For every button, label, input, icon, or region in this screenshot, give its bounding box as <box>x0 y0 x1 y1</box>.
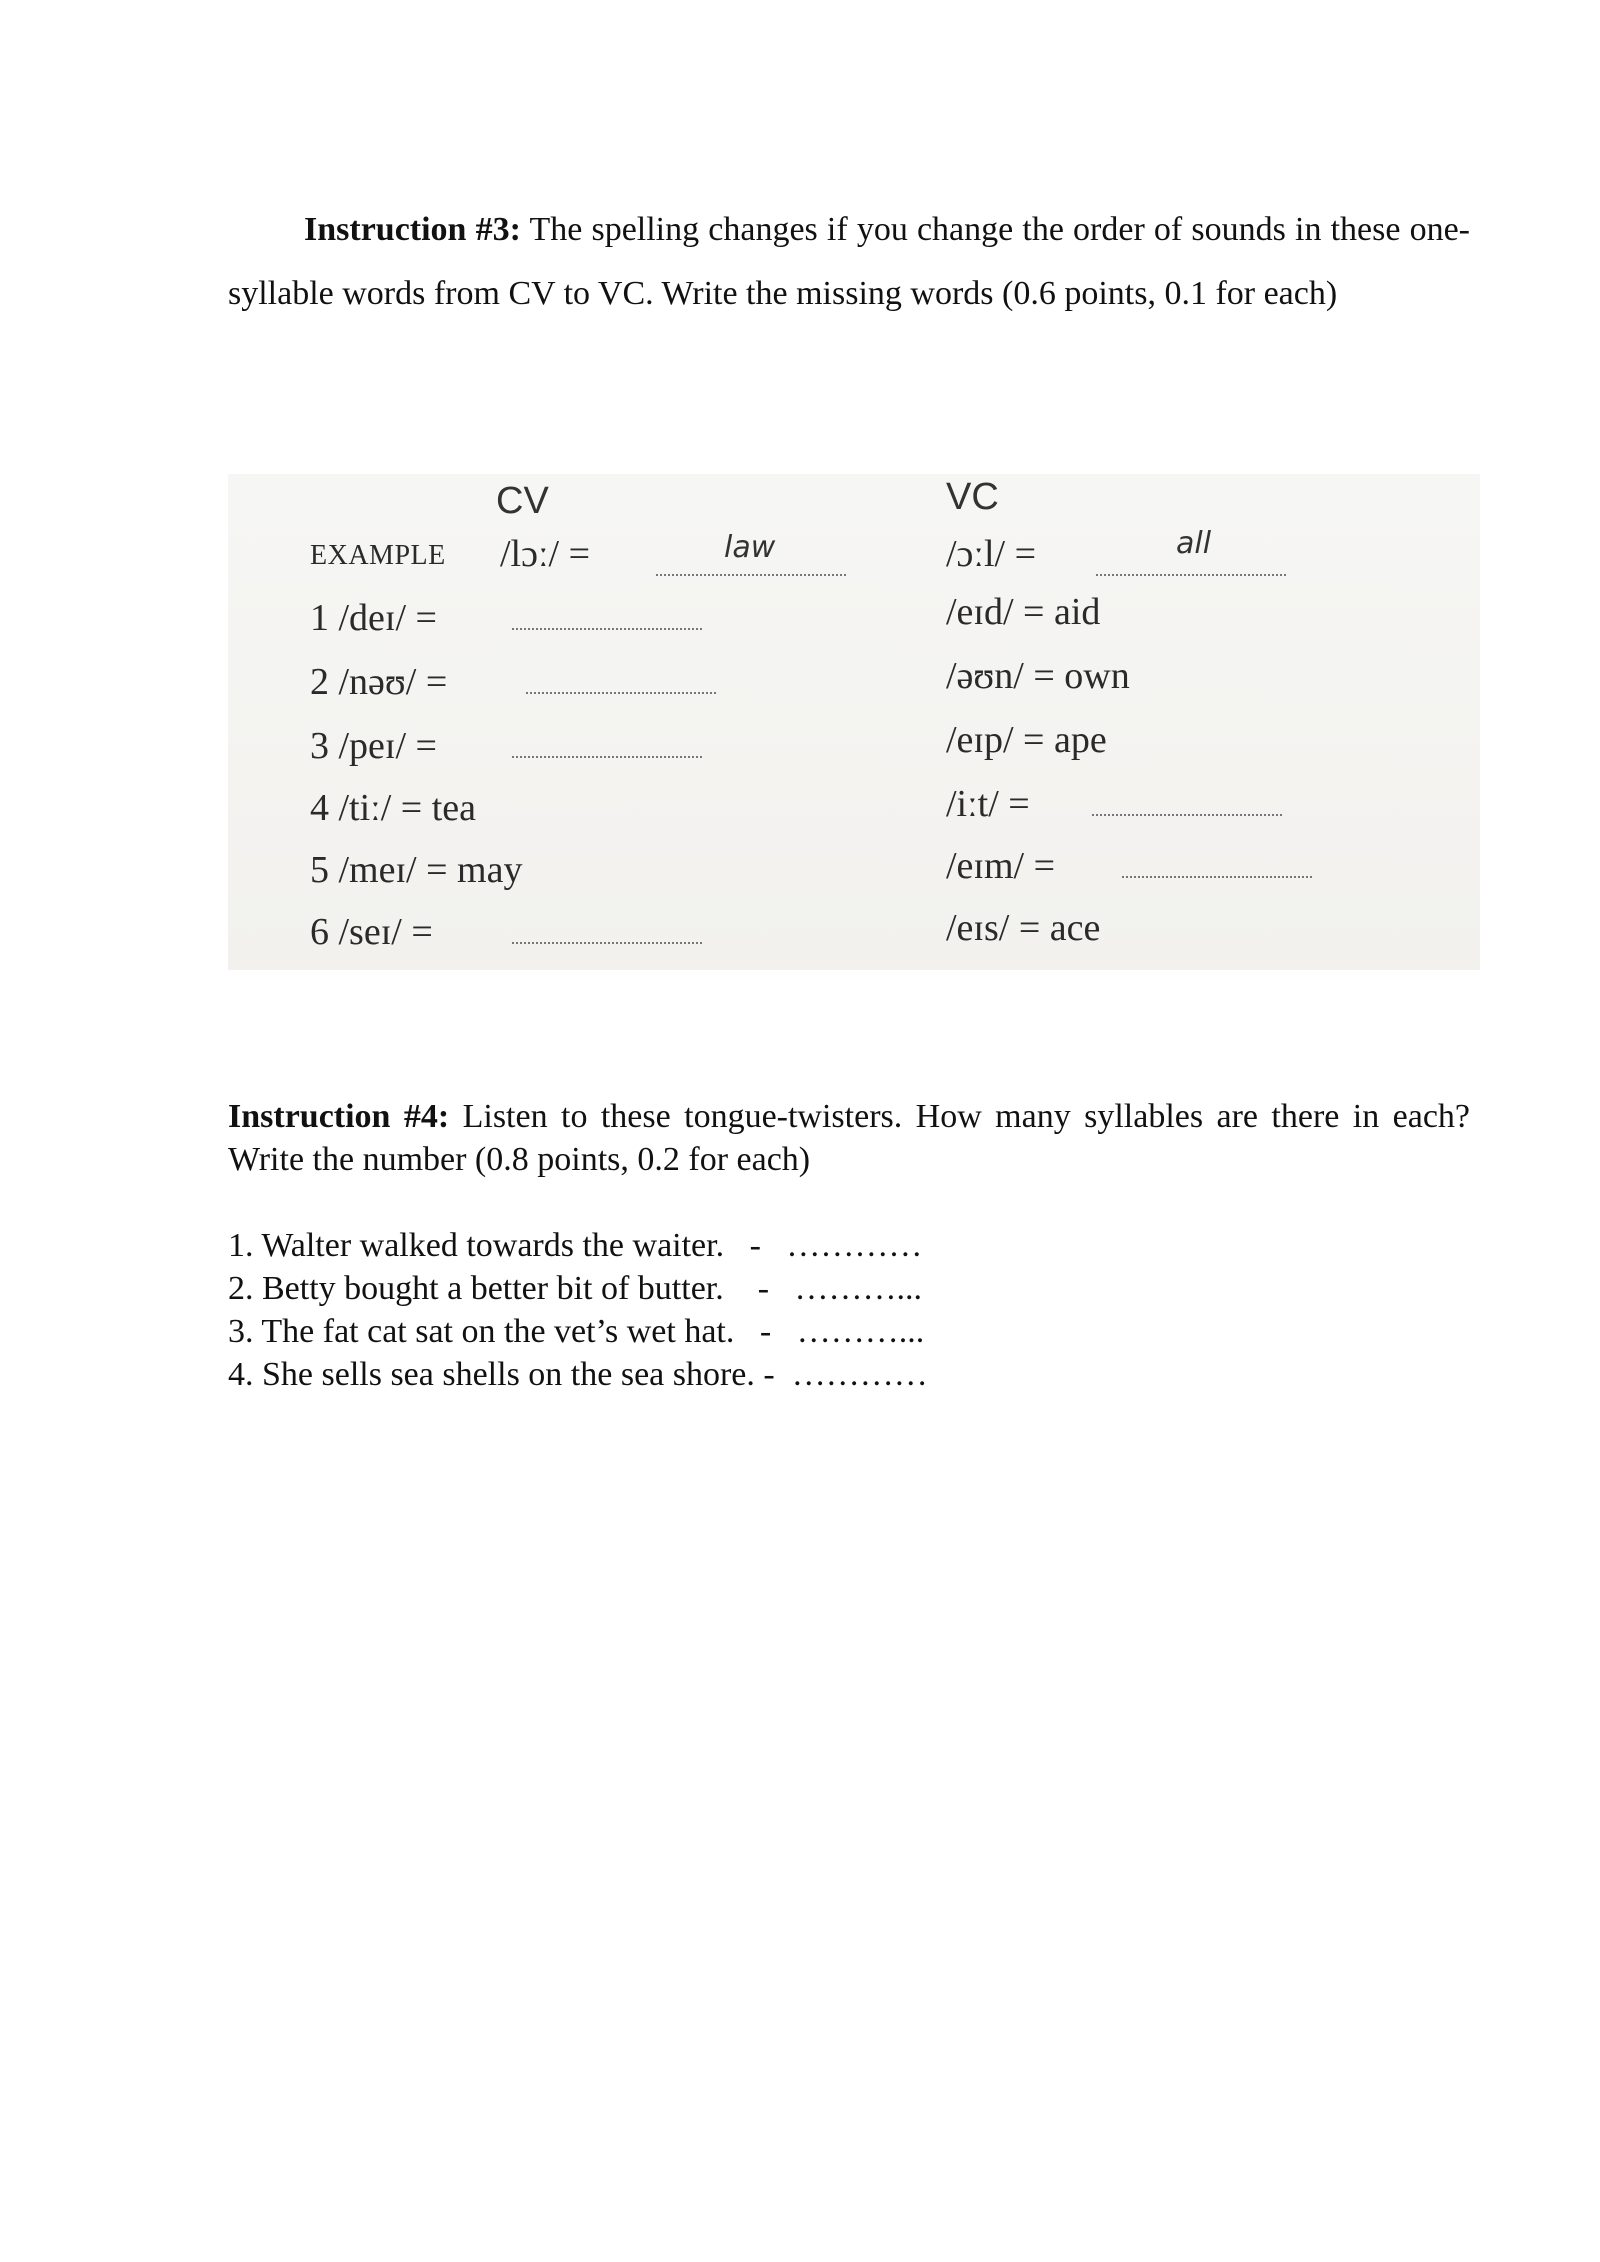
instruction-4-text: Listen to these tongue-twisters. How many syllables are there in each? Write the number (0.8 points, 0.2 for each) <box>228 1098 1470 1178</box>
list-item: 1. Walter walked towards the waiter. - ………… <box>228 1227 923 1264</box>
instruction-3-paragraph <box>228 198 1470 326</box>
vc-item: /eɪp/ = ape <box>946 719 1107 761</box>
list-item: 3. The fat cat sat on the vet’s wet hat. - ………... <box>228 1313 925 1350</box>
answer-blank[interactable] <box>512 756 702 758</box>
cv-item: 5 /meɪ/ = may <box>310 849 523 891</box>
instruction-3-text: The spelling changes if you change the order of sounds in these one-syllable words from CV to VC. Write the missing words (0.6 points, 0.1 for each) <box>228 211 1470 312</box>
answer-blank <box>1096 574 1286 576</box>
answer-blank[interactable] <box>512 628 702 630</box>
exercise-image <box>228 474 1480 970</box>
vc-item: /eɪm/ = <box>946 845 1056 887</box>
answer-blank[interactable] <box>512 942 702 944</box>
example-cv-answer: law <box>724 530 776 565</box>
cv-item: 2 /nəʊ/ = <box>310 661 448 703</box>
answer-blank <box>656 574 846 576</box>
example-vc-answer: all <box>1176 526 1212 561</box>
list-item: 4. She sells sea shells on the sea shore. - ………… <box>228 1356 928 1393</box>
tongue-twister-list <box>228 1224 928 1396</box>
vc-item: /eɪs/ = ace <box>946 907 1101 949</box>
cv-column-header: CV <box>496 480 549 522</box>
vc-item: /eɪd/ = aid <box>946 591 1101 633</box>
example-cv: /lɔː/ = <box>500 533 591 575</box>
instruction-4-label: Instruction #4: <box>228 1098 450 1135</box>
answer-blank[interactable] <box>1122 876 1312 878</box>
instruction-3-label: Instruction #3: <box>304 211 521 248</box>
vc-item: /əʊn/ = own <box>946 655 1130 697</box>
answer-blank[interactable] <box>526 692 716 694</box>
cv-item: 3 /peɪ/ = <box>310 725 437 767</box>
example-vc: /ɔːl/ = <box>946 533 1037 575</box>
instruction-4-paragraph <box>228 1095 1470 1181</box>
vc-column-header: VC <box>946 476 999 518</box>
list-item: 2. Betty bought a better bit of butter. - ………... <box>228 1270 923 1307</box>
cv-item: 6 /seɪ/ = <box>310 911 433 953</box>
example-label: EXAMPLE <box>310 540 446 571</box>
cv-item: 4 /tiː/ = tea <box>310 787 477 829</box>
vc-item: /iːt/ = <box>946 783 1030 825</box>
cv-item: 1 /deɪ/ = <box>310 597 437 639</box>
answer-blank[interactable] <box>1092 814 1282 816</box>
